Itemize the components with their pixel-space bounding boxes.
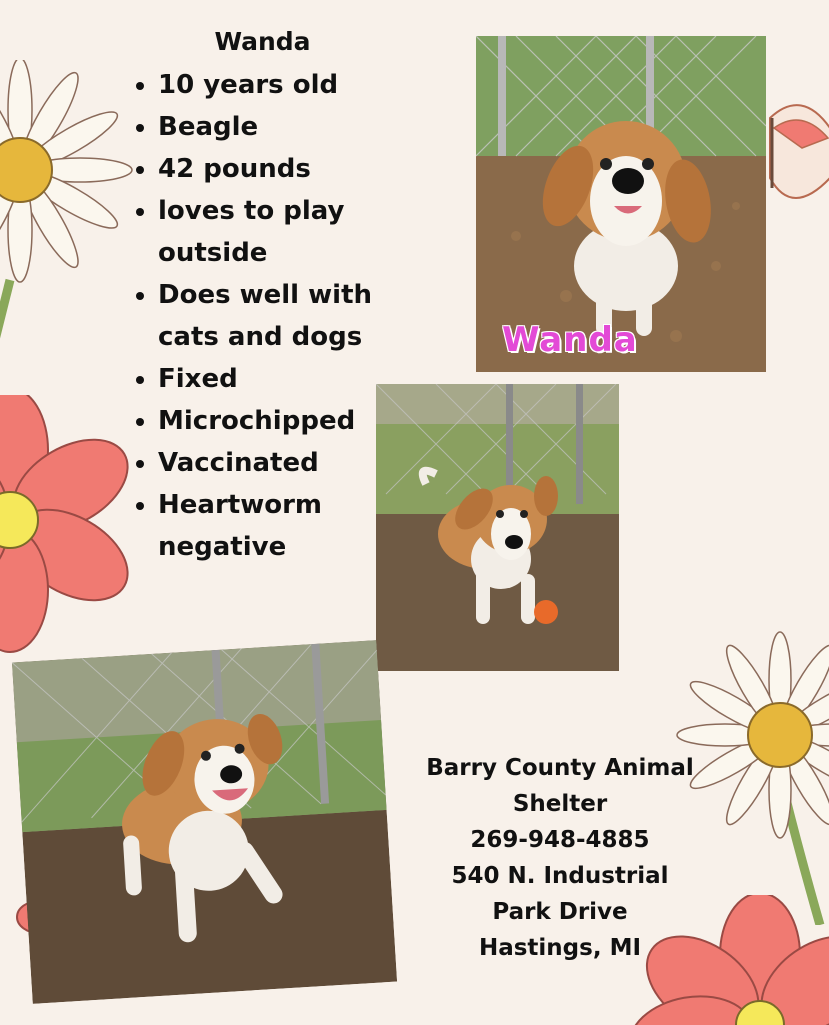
fact-item: • Beagle <box>158 106 418 148</box>
pet-name-heading: Wanda <box>214 27 311 56</box>
fact-item: • Does well with cats and dogs <box>158 274 418 358</box>
shelter-contact <box>410 750 710 966</box>
fact-item: • Fixed <box>158 358 418 400</box>
dog-photo-running <box>376 384 619 671</box>
butterfly-icon <box>762 88 829 218</box>
shelter-city: Hastings, MI <box>478 935 642 961</box>
fact-item: • loves to play outside <box>158 190 418 274</box>
pet-facts-list <box>130 64 418 568</box>
shelter-name-line-2: Shelter <box>512 791 608 817</box>
shelter-phone: 269-948-4885 <box>470 827 650 853</box>
photo-caption: Wanda <box>502 320 638 360</box>
shelter-name-line-1: Barry County Animal <box>426 755 694 781</box>
fact-item: • Microchipped <box>158 400 418 442</box>
dog-photo-main <box>476 36 766 372</box>
dog-photo-playing <box>12 640 397 1004</box>
shelter-address-line-2: Park Drive <box>492 899 628 925</box>
fact-item: • 42 pounds <box>158 148 418 190</box>
fact-item: • 10 years old <box>158 64 418 106</box>
shelter-address-line-1: 540 N. Industrial <box>451 863 669 889</box>
fact-item: • Heartworm negative <box>158 484 418 568</box>
fact-item: • Vaccinated <box>158 442 418 484</box>
